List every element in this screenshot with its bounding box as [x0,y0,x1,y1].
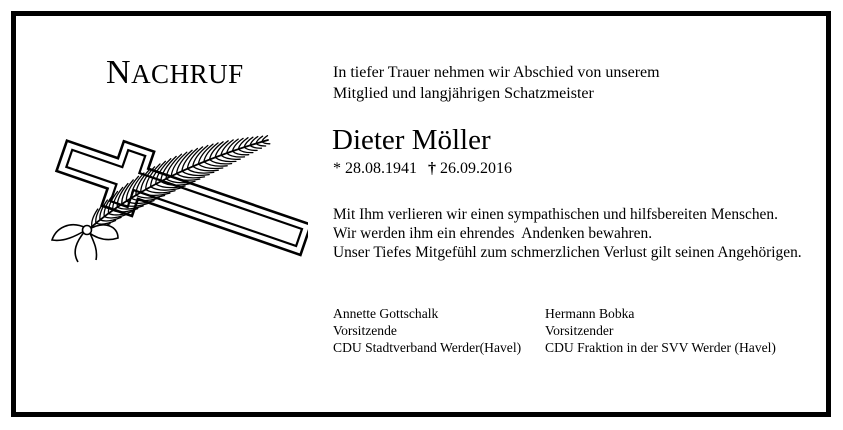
signatory-organization: CDU Stadtverband Werder(Havel) [333,340,522,355]
title-rest: ACHRUF [131,59,244,89]
signature-block [333,305,521,356]
signature-block [545,305,776,356]
cross-icon [51,130,308,265]
signatory-role: Vorsitzende [333,323,397,338]
signatory-name: Annette Gottschalk [333,306,439,321]
life-dates [333,159,512,179]
title-initial: N [106,54,132,91]
condolence-message [333,205,802,262]
intro-line: In tiefer Trauer nehmen wir Abschied von unserem [333,64,660,81]
signatory-organization: CDU Fraktion in der SVV Werder (Havel) [545,340,776,355]
page-title [106,54,244,92]
signatory-name: Hermann Bobka [545,306,635,321]
intro-text [333,62,660,104]
birth-date: 28.08.1941 [345,160,417,177]
death-symbol: † [428,160,436,177]
message-line: Wir werden ihm ein ehrendes Andenken bewahren. [333,225,653,242]
message-line: Unser Tiefes Mitgefühl zum schmerzlichen Verlust gilt seinen Angehörigen. [333,244,802,261]
birth-symbol: * [333,160,341,177]
cross-with-palm-frond-icon [38,130,308,265]
message-line: Mit Ihm verlieren wir einen sympathischen und hilfsbereiten Menschen. [333,206,778,223]
death-date: 26.09.2016 [440,160,512,177]
ribbon-icon [52,225,118,262]
signatory-role: Vorsitzender [545,323,614,338]
intro-line: Mitglied und langjährigen Schatzmeister [333,85,594,102]
deceased-name: Dieter Möller [332,124,491,156]
